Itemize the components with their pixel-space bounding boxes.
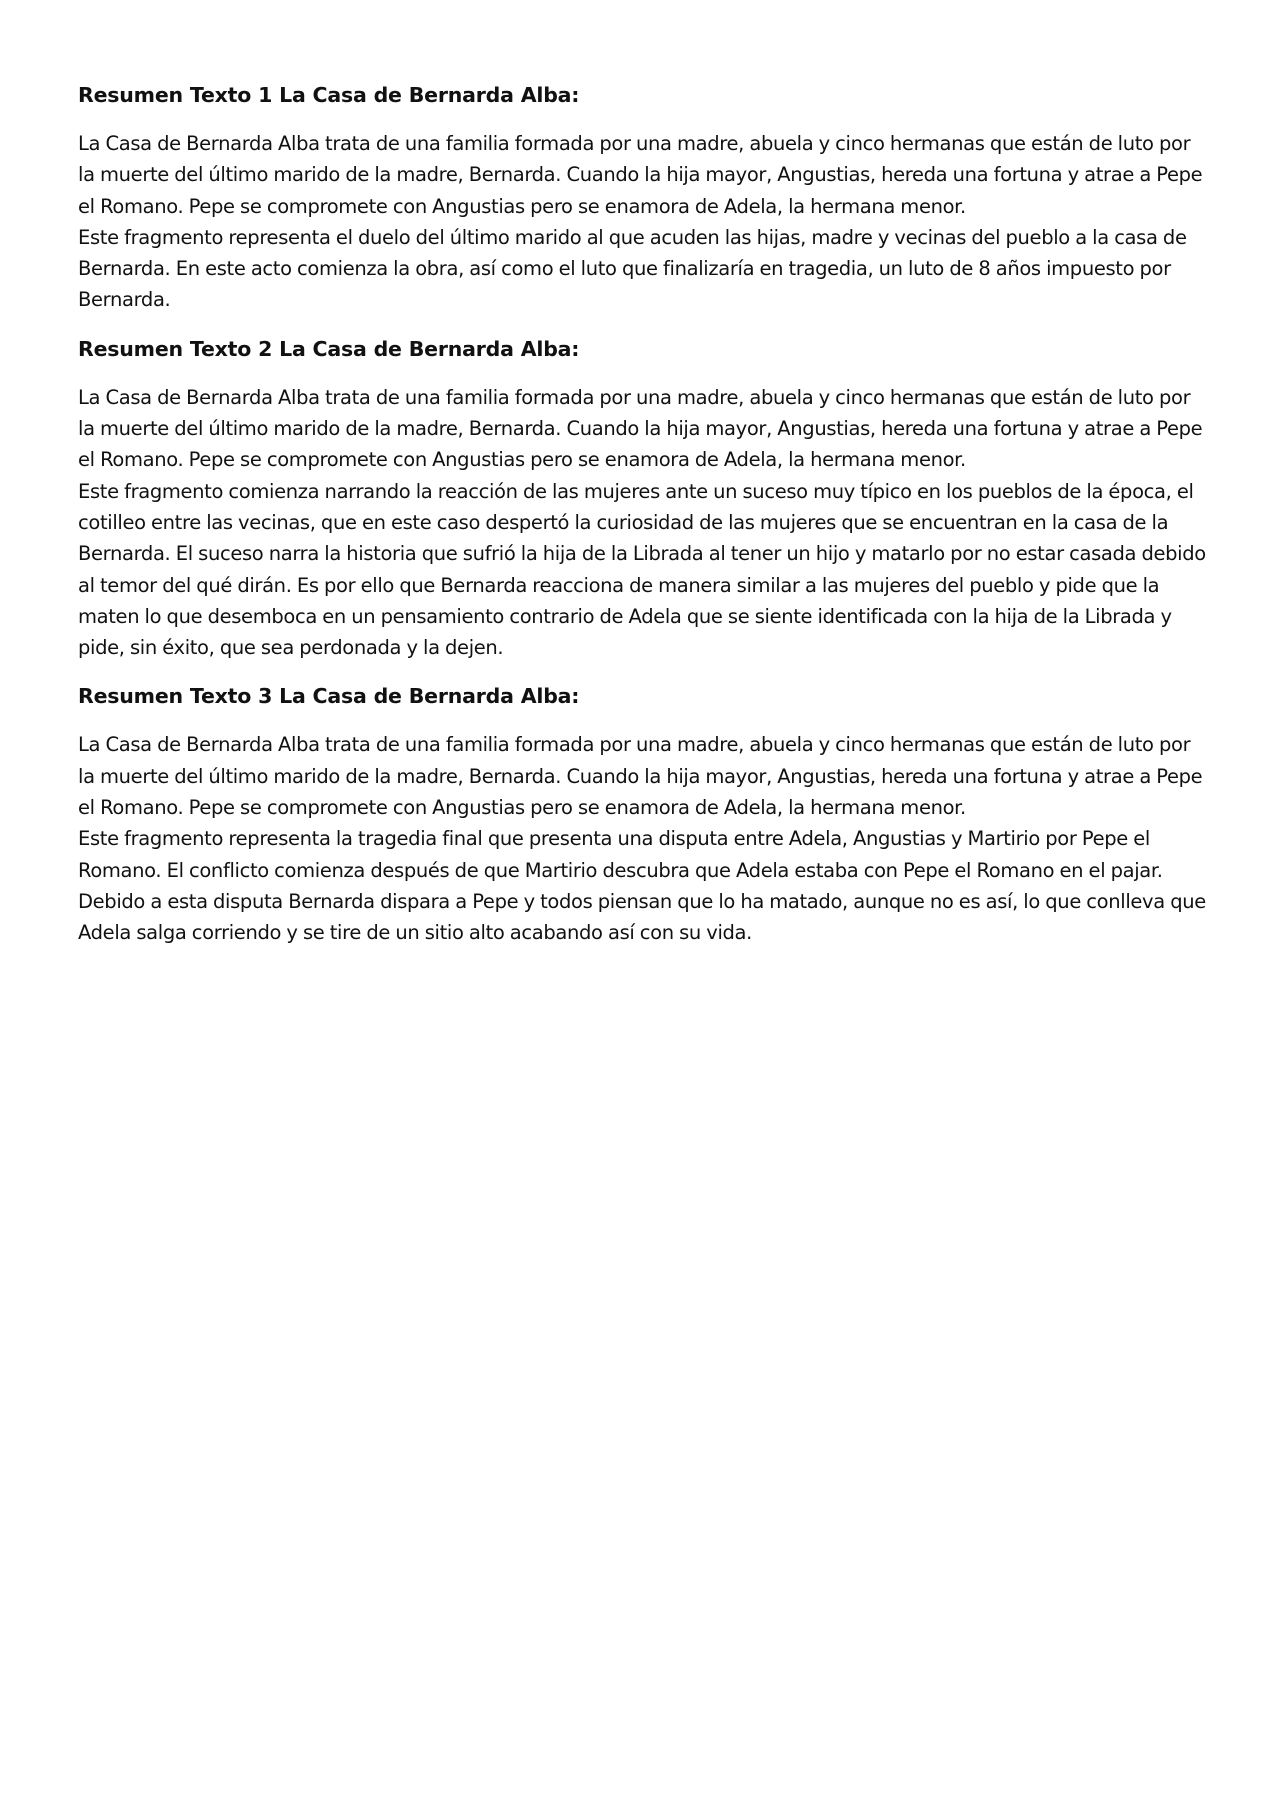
section-paragraph: La Casa de Bernarda Alba trata de una familia formada por una madre, abuela y cinco hermanas que están de luto por la muerte del último marido de la madre, Bernarda. Cuando la hija mayor, Angustias, hereda una fortuna y atrae a Pepe el Romano. Pepe se compromete con Angustias pero se enamora de Adela, la hermana menor. bbox=[78, 132, 1203, 218]
document-body bbox=[78, 80, 1208, 967]
section-paragraph: Este fragmento representa la tragedia final que presenta una disputa entre Adela, Angustias y Martirio por Pepe el Romano. El conflicto comienza después de que Martirio descubra que Adela estaba con Pepe el Romano en el pajar. Debido a esta disputa Bernarda dispara a Pepe y todos piensan que lo ha matado, aunque no es así, lo que conlleva que Adela salga corriendo y se tire de un sitio alto acabando así con su vida. bbox=[78, 827, 1206, 945]
section-paragraph: La Casa de Bernarda Alba trata de una familia formada por una madre, abuela y cinco hermanas que están de luto por la muerte del último marido de la madre, Bernarda. Cuando la hija mayor, Angustias, hereda una fortuna y atrae a Pepe el Romano. Pepe se compromete con Angustias pero se enamora de Adela, la hermana menor. bbox=[78, 385, 1203, 472]
summary-section-3 bbox=[78, 681, 1208, 948]
summary-section-1 bbox=[78, 80, 1208, 316]
section-heading: Resumen Texto 3 La Casa de Bernarda Alba: bbox=[78, 684, 580, 709]
section-heading: Resumen Texto 2 La Casa de Bernarda Alba: bbox=[78, 336, 580, 361]
section-paragraph: Este fragmento comienza narrando la reacción de las mujeres ante un suceso muy típico en los pueblos de la época, el cotilleo entre las vecinas, que en este caso despertó la curiosidad de las mujeres que se encuentran en la casa de la Bernarda. El suceso narra la historia que sufrió la hija de la Librada al tener un hijo y matarlo por no estar casada debido al temor del qué dirán. Es por ello que Bernarda reacciona de manera similar a las mujeres del pueblo y pide que la maten lo que desemboca en un pensamiento contrario de Adela que se siente identificada con la hija de la Librada y pide, sin éxito, que sea perdonada y la dejen. bbox=[78, 479, 1206, 660]
summary-section-2 bbox=[78, 334, 1208, 664]
section-heading: Resumen Texto 1 La Casa de Bernarda Alba: bbox=[78, 83, 580, 107]
section-paragraph: La Casa de Bernarda Alba trata de una familia formada por una madre, abuela y cinco hermanas que están de luto por la muerte del último marido de la madre, Bernarda. Cuando la hija mayor, Angustias, hereda una fortuna y atrae a Pepe el Romano. Pepe se compromete con Angustias pero se enamora de Adela, la hermana menor. bbox=[78, 733, 1203, 820]
section-paragraph: Este fragmento representa el duelo del último marido al que acuden las hijas, madre y vecinas del pueblo a la casa de Bernarda. En este acto comienza la obra, así como el luto que finalizaría en tragedia, un luto de 8 años impuesto por Bernarda. bbox=[78, 225, 1187, 312]
